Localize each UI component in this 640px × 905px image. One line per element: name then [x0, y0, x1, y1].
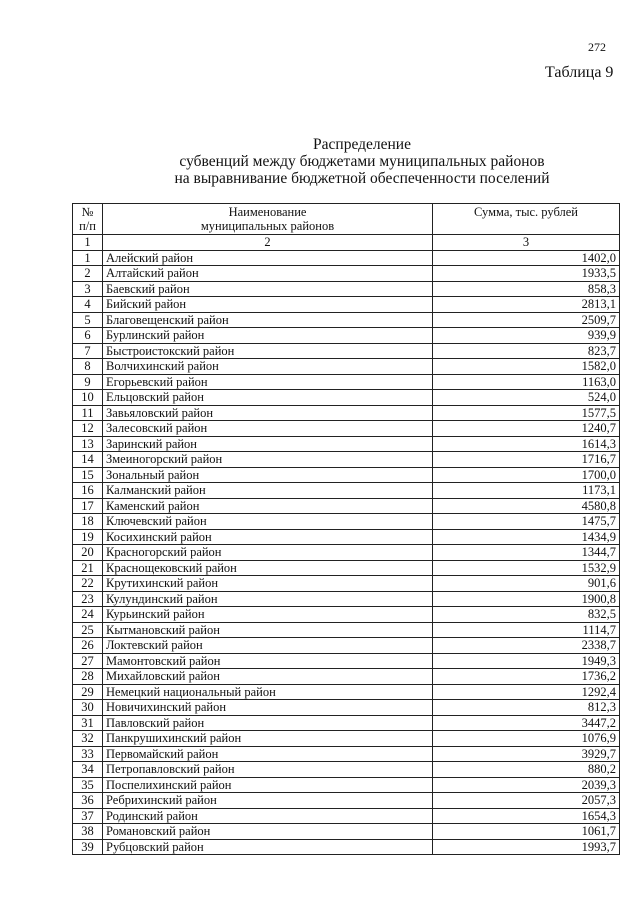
- page-number: 272: [588, 40, 606, 54]
- row-number: 20: [73, 545, 103, 561]
- subvention-amount: 1402,0: [433, 250, 620, 266]
- subvention-amount: 823,7: [433, 343, 620, 359]
- district-name: Курьинский район: [103, 607, 433, 623]
- district-name: Ключевский район: [103, 514, 433, 530]
- table-row: [73, 390, 620, 406]
- district-name: Алтайский район: [103, 266, 433, 282]
- subvention-amount: 2057,3: [433, 793, 620, 809]
- district-name: Красногорский район: [103, 545, 433, 561]
- table-row: [73, 498, 620, 514]
- district-name: Волчихинский район: [103, 359, 433, 375]
- row-number: 7: [73, 343, 103, 359]
- row-number: 11: [73, 405, 103, 421]
- title-line-1: Распределение: [313, 136, 411, 153]
- table-row: [73, 777, 620, 793]
- row-number: 31: [73, 715, 103, 731]
- column-index-row: [73, 235, 620, 251]
- subvention-amount: 1993,7: [433, 839, 620, 855]
- table-row: [73, 343, 620, 359]
- subvention-amount: 1736,2: [433, 669, 620, 685]
- district-name: Романовский район: [103, 824, 433, 840]
- table-row: [73, 591, 620, 607]
- table-row: [73, 529, 620, 545]
- subvention-amount: 524,0: [433, 390, 620, 406]
- row-number: 25: [73, 622, 103, 638]
- subvention-amount: 3447,2: [433, 715, 620, 731]
- subvention-amount: 4580,8: [433, 498, 620, 514]
- subvention-amount: 1582,0: [433, 359, 620, 375]
- district-name: Крутихинский район: [103, 576, 433, 592]
- district-name: Михайловский район: [103, 669, 433, 685]
- table-row: [73, 746, 620, 762]
- row-number: 30: [73, 700, 103, 716]
- table-row: [73, 824, 620, 840]
- district-name: Кытмановский район: [103, 622, 433, 638]
- district-name: Родинский район: [103, 808, 433, 824]
- row-number: 12: [73, 421, 103, 437]
- district-name: Первомайский район: [103, 746, 433, 762]
- row-number: 21: [73, 560, 103, 576]
- row-number: 35: [73, 777, 103, 793]
- district-name: Залесовский район: [103, 421, 433, 437]
- table-row: [73, 839, 620, 855]
- row-number: 39: [73, 839, 103, 855]
- row-number: 32: [73, 731, 103, 747]
- table-row: [73, 576, 620, 592]
- district-name: Немецкий национальный район: [103, 684, 433, 700]
- district-name: Калманский район: [103, 483, 433, 499]
- district-name: Ельцовский район: [103, 390, 433, 406]
- subvention-amount: 2813,1: [433, 297, 620, 313]
- subvention-amount: 880,2: [433, 762, 620, 778]
- row-number: 14: [73, 452, 103, 468]
- table-row: [73, 467, 620, 483]
- table-row: [73, 669, 620, 685]
- header-name-line2: муниципальных районов: [200, 219, 335, 233]
- column-index: 3: [433, 235, 620, 251]
- subvention-amount: 1173,1: [433, 483, 620, 499]
- title-line-2: субвенций между бюджетами муниципальных районов: [179, 153, 545, 170]
- subvention-table: [72, 203, 620, 855]
- district-name: Панкрушихинский район: [103, 731, 433, 747]
- district-name: Егорьевский район: [103, 374, 433, 390]
- row-number: 13: [73, 436, 103, 452]
- district-name: Новичихинский район: [103, 700, 433, 716]
- row-number: 26: [73, 638, 103, 654]
- column-index: 2: [103, 235, 433, 251]
- row-number: 8: [73, 359, 103, 375]
- table-row: [73, 653, 620, 669]
- row-number: 16: [73, 483, 103, 499]
- table-row: [73, 808, 620, 824]
- district-name: Заринский район: [103, 436, 433, 452]
- column-index: 1: [73, 235, 103, 251]
- header-name: [103, 204, 433, 235]
- header-name-line1: Наименование: [228, 205, 307, 219]
- table-row: [73, 684, 620, 700]
- table-row: [73, 560, 620, 576]
- subvention-amount: 901,6: [433, 576, 620, 592]
- subvention-amount: 1434,9: [433, 529, 620, 545]
- district-name: Бурлинский район: [103, 328, 433, 344]
- table-row: [73, 359, 620, 375]
- table-row: [73, 405, 620, 421]
- subvention-amount: 1716,7: [433, 452, 620, 468]
- document-title: [0, 136, 640, 187]
- row-number: 24: [73, 607, 103, 623]
- subvention-amount: 1577,5: [433, 405, 620, 421]
- district-name: Бийский район: [103, 297, 433, 313]
- subvention-amount: 1949,3: [433, 653, 620, 669]
- row-number: 1: [73, 250, 103, 266]
- subvention-amount: 1475,7: [433, 514, 620, 530]
- row-number: 6: [73, 328, 103, 344]
- subvention-amount: 1240,7: [433, 421, 620, 437]
- subvention-amount: 1061,7: [433, 824, 620, 840]
- district-name: Поспелихинский район: [103, 777, 433, 793]
- table-row: [73, 638, 620, 654]
- district-name: Благовещенский район: [103, 312, 433, 328]
- district-name: Павловский район: [103, 715, 433, 731]
- table-row: [73, 452, 620, 468]
- table-header-row: [73, 204, 620, 235]
- table-row: [73, 622, 620, 638]
- table-row: [73, 700, 620, 716]
- row-number: 22: [73, 576, 103, 592]
- district-name: Краснощековский район: [103, 560, 433, 576]
- row-number: 10: [73, 390, 103, 406]
- table-row: [73, 715, 620, 731]
- district-name: Косихинский район: [103, 529, 433, 545]
- table-row: [73, 436, 620, 452]
- table-row: [73, 421, 620, 437]
- table-row: [73, 793, 620, 809]
- district-name: Рубцовский район: [103, 839, 433, 855]
- subvention-amount: 1900,8: [433, 591, 620, 607]
- table-row: [73, 266, 620, 282]
- subvention-amount: 1292,4: [433, 684, 620, 700]
- table-row: [73, 328, 620, 344]
- district-name: Завьяловский район: [103, 405, 433, 421]
- subvention-amount: 1614,3: [433, 436, 620, 452]
- row-number: 34: [73, 762, 103, 778]
- table-body: [73, 250, 620, 855]
- table-row: [73, 250, 620, 266]
- row-number: 9: [73, 374, 103, 390]
- row-number: 4: [73, 297, 103, 313]
- subvention-amount: 2338,7: [433, 638, 620, 654]
- district-name: Кулундинский район: [103, 591, 433, 607]
- table-row: [73, 514, 620, 530]
- district-name: Локтевский район: [103, 638, 433, 654]
- header-num-line1: №: [81, 205, 94, 219]
- table-row: [73, 731, 620, 747]
- table-label: Таблица 9: [545, 64, 614, 81]
- subvention-amount: 1933,5: [433, 266, 620, 282]
- title-line-3: на выравнивание бюджетной обеспеченности поселений: [174, 170, 550, 187]
- row-number: 29: [73, 684, 103, 700]
- row-number: 38: [73, 824, 103, 840]
- row-number: 18: [73, 514, 103, 530]
- district-name: Петропавловский район: [103, 762, 433, 778]
- subvention-amount: 1700,0: [433, 467, 620, 483]
- district-name: Быстроистокский район: [103, 343, 433, 359]
- table-row: [73, 374, 620, 390]
- subvention-amount: 3929,7: [433, 746, 620, 762]
- table-row: [73, 312, 620, 328]
- row-number: 5: [73, 312, 103, 328]
- subvention-amount: 1114,7: [433, 622, 620, 638]
- subvention-amount: 1076,9: [433, 731, 620, 747]
- header-num: [73, 204, 103, 235]
- subvention-amount: 832,5: [433, 607, 620, 623]
- row-number: 3: [73, 281, 103, 297]
- subvention-amount: 1532,9: [433, 560, 620, 576]
- subvention-amount: 2039,3: [433, 777, 620, 793]
- row-number: 27: [73, 653, 103, 669]
- row-number: 37: [73, 808, 103, 824]
- district-name: Ребрихинский район: [103, 793, 433, 809]
- subvention-amount: 1163,0: [433, 374, 620, 390]
- header-sum: Сумма, тыс. рублей: [433, 204, 620, 235]
- row-number: 15: [73, 467, 103, 483]
- table-row: [73, 281, 620, 297]
- row-number: 23: [73, 591, 103, 607]
- row-number: 36: [73, 793, 103, 809]
- subvention-amount: 1344,7: [433, 545, 620, 561]
- district-name: Баевский район: [103, 281, 433, 297]
- subvention-amount: 1654,3: [433, 808, 620, 824]
- row-number: 28: [73, 669, 103, 685]
- table-row: [73, 607, 620, 623]
- row-number: 19: [73, 529, 103, 545]
- subvention-amount: 2509,7: [433, 312, 620, 328]
- district-name: Каменский район: [103, 498, 433, 514]
- district-name: Мамонтовский район: [103, 653, 433, 669]
- district-name: Змеиногорский район: [103, 452, 433, 468]
- subvention-amount: 858,3: [433, 281, 620, 297]
- table-row: [73, 483, 620, 499]
- subvention-amount: 939,9: [433, 328, 620, 344]
- header-num-line2: п/п: [79, 219, 96, 233]
- table-row: [73, 545, 620, 561]
- table-row: [73, 762, 620, 778]
- row-number: 17: [73, 498, 103, 514]
- row-number: 33: [73, 746, 103, 762]
- district-name: Алейский район: [103, 250, 433, 266]
- table-row: [73, 297, 620, 313]
- district-name: Зональный район: [103, 467, 433, 483]
- subvention-amount: 812,3: [433, 700, 620, 716]
- row-number: 2: [73, 266, 103, 282]
